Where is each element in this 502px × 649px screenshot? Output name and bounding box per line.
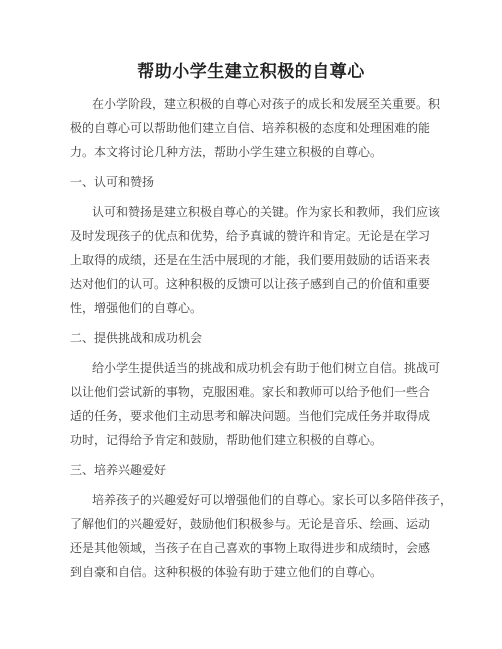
- section-2-line-4: 功时，记得给予肯定和鼓励，帮助他们建立积极的自尊心。: [70, 433, 383, 447]
- section-3-line-4: 到自豪和自信。这种积极的体验有助于建立他们的自尊心。: [70, 565, 383, 579]
- section-3-heading: 三、培养兴趣爱好: [70, 463, 167, 477]
- section-1-line-2: 及时发现孩子的优点和优势，给予真诚的赞许和肯定。无论是在学习: [70, 229, 431, 243]
- section-1-line-3: 上取得的成绩，还是在生活中展现的才能，我们要用鼓励的话语来表: [70, 253, 431, 267]
- section-3-line-3: 还是其他领域，当孩子在自己喜欢的事物上取得进步和成绩时，会感: [70, 541, 431, 555]
- section-1-line-5: 性，增强他们的自尊心。: [70, 301, 203, 315]
- section-3-line-1: 培养孩子的兴趣爱好可以增强他们的自尊心。家长可以多陪伴孩子，: [92, 493, 453, 507]
- section-2-line-2: 以让他们尝试新的事物，克服困难。家长和教师可以给予他们一些合: [70, 385, 431, 399]
- section-3-line-2: 了解他们的兴趣爱好，鼓励他们积极参与。无论是音乐、绘画、运动: [70, 517, 431, 531]
- section-2-line-3: 适的任务，要求他们主动思考和解决问题。当他们完成任务并取得成: [70, 409, 431, 423]
- section-2-line-1: 给小学生提供适当的挑战和成功机会有助于他们树立自信。挑战可: [92, 361, 441, 375]
- section-1-line-4: 达对他们的认可。这种积极的反馈可以让孩子感到自己的价值和重要: [70, 277, 431, 291]
- intro-line-2: 极的自尊心可以帮助他们建立自信、培养积极的态度和处理困难的能: [70, 121, 431, 135]
- section-1-line-1: 认可和赞扬是建立积极自尊心的关键。作为家长和教师，我们应该: [92, 205, 441, 219]
- intro-line-3: 力。本文将讨论几种方法，帮助小学生建立积极的自尊心。: [70, 145, 383, 159]
- section-2-heading: 二、提供挑战和成功机会: [70, 331, 203, 345]
- section-1-heading: 一、认可和赞扬: [70, 175, 155, 189]
- document-title: 帮助小学生建立积极的自尊心: [137, 62, 365, 82]
- intro-line-1: 在小学阶段，建立积极的自尊心对孩子的成长和发展至关重要。积: [92, 97, 441, 111]
